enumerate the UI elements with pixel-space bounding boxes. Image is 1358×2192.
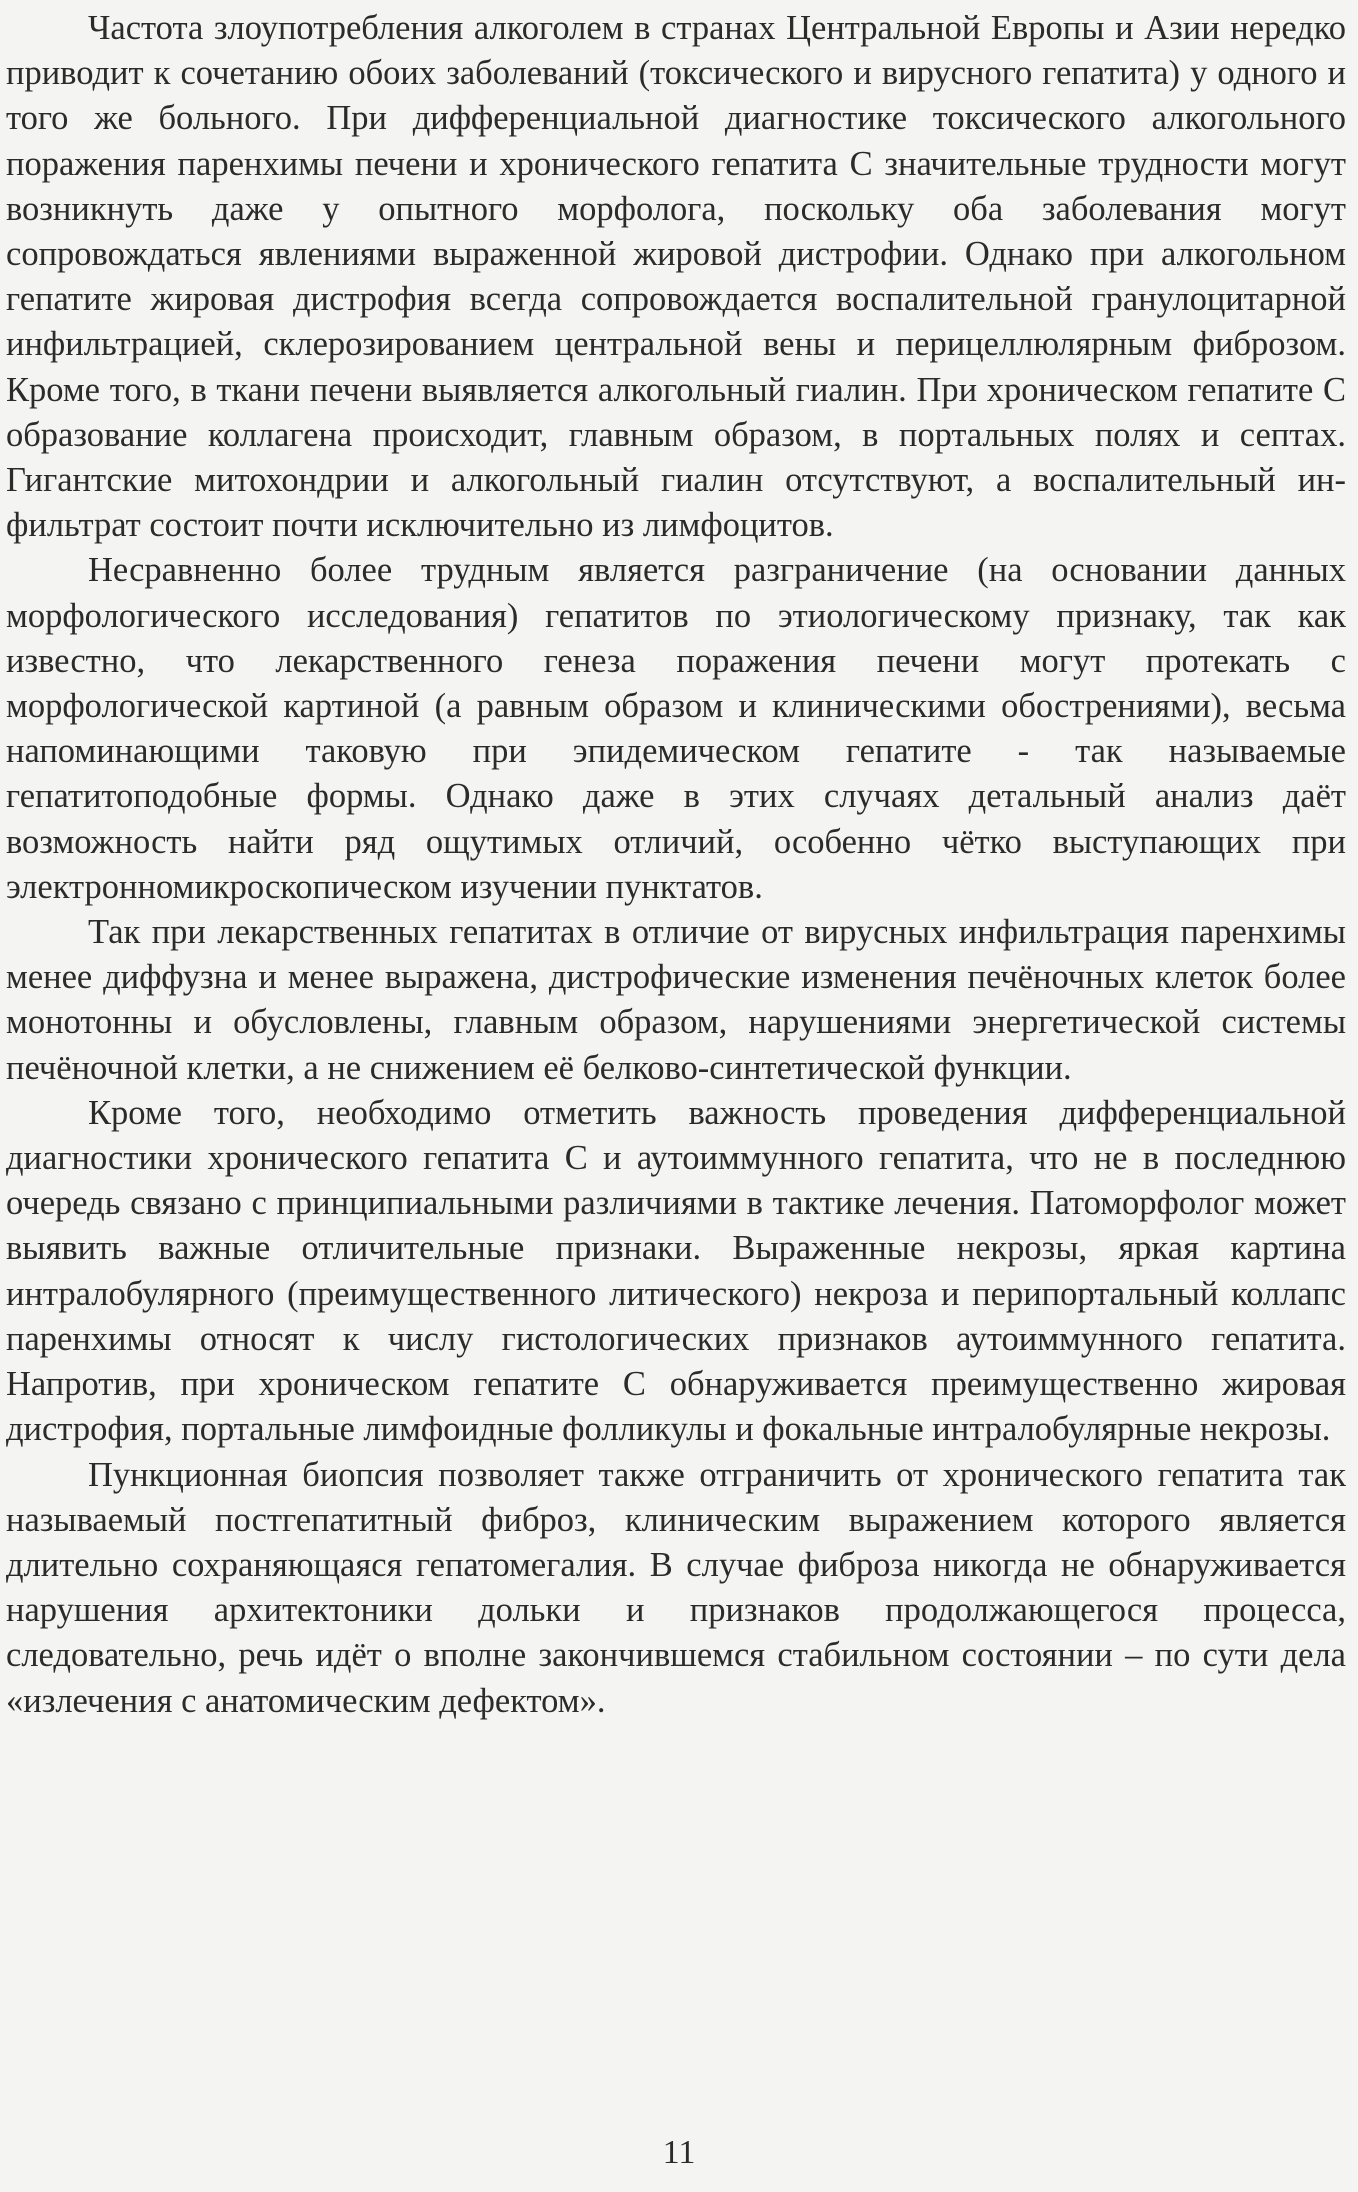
paragraph: Пункционная биопсия позволяет также отграничить от хронического гепатита так называемый постгепатитный фиброз, клиническим выражением которого является длительно сохраняющаяся гепатомегалия. В случае фиброза никогда не обнаруживается нарушения архитектоники дольки и признаков продолжающегося процесса, следовательно, речь идёт о вполне закончившемся стабильном состоянии – по сути дела «излечения с анатомическим дефектом». — [6, 1455, 1346, 1720]
paragraph: Так при лекарственных гепатитах в отличие от вирусных инфильтрация паренхимы менее диффузна и менее выражена, дистрофические изменения печёночных клеток более монотонны и обусловлены, главным образом, нарушениями энергетической системы печёночной клетки, а не снижением её белково-синтетической функции. — [6, 913, 1346, 1087]
paragraph: Кроме того, необходимо отметить важность проведения дифференциальной диагностики хронического гепатита С и аутоиммунного гепатита, что не в последнюю очередь связано с принципиальными различиями в тактике лечения. Патоморфолог может выявить важные отличительные признаки. Выраженные некрозы, яркая картина интралобулярного (преимущественного литического) некроза и перипортальный коллапс паренхимы относят к числу гистологических признаков аутоиммунного гепатита. Напротив, при хроническом гепатите С обнаруживается преимущественно жировая дистрофия, портальные лимфоидные фолликулы и фокальные интралобулярные некрозы. — [6, 1093, 1346, 1449]
page-number: 11 — [662, 2134, 696, 2171]
paragraph: Частота злоупотребления алкоголем в странах Центральной Европы и Азии нередко приводит к сочетанию обоих заболеваний (токсического и вирусного гепатита) у одного и того же больного. При дифференциальной диагностике токсического алкогольного поражения паренхимы печени и хронического гепатита С значительные трудности могут возникнуть даже у опытного морфолога, поскольку оба заболевания могут сопровождаться явлениями выраженной жировой дистрофии. Однако при алкогольном гепатите жировая дистрофия всегда сопровождается воспалительной гранулоцитарной инфильтрацией, склерозированием центральной вены и перицеллюлярным фиброзом. Кроме того, в ткани печени выявляется алкогольный гиалин. При хроническом гепатите С образование коллагена происходит, главным образом, в портальных полях и септах. Гигантские митохондрии и алкогольный гиалин отсутствуют, а воспалительный инфильтрат состоит почти исключительно из лимфоцитов. — [6, 9, 1346, 545]
paragraph: Несравненно более трудным является разграничение (на основании данных морфологического исследования) гепатитов по этиологическому признаку, так как известно, что лекарственного генеза поражения печени могут протекать с морфологической картиной (а равным образом и клиническими обострениями), весьма напоминающими таковую при эпидемическом гепатите - так называемые гепатитоподобные формы. Однако даже в этих случаях детальный анализ даёт возможность найти ряд ощутимых отличий, особенно чётко выступающих при электронномикроскопическом изучении пунктатов. — [6, 551, 1346, 906]
body-text — [6, 6, 1346, 1724]
